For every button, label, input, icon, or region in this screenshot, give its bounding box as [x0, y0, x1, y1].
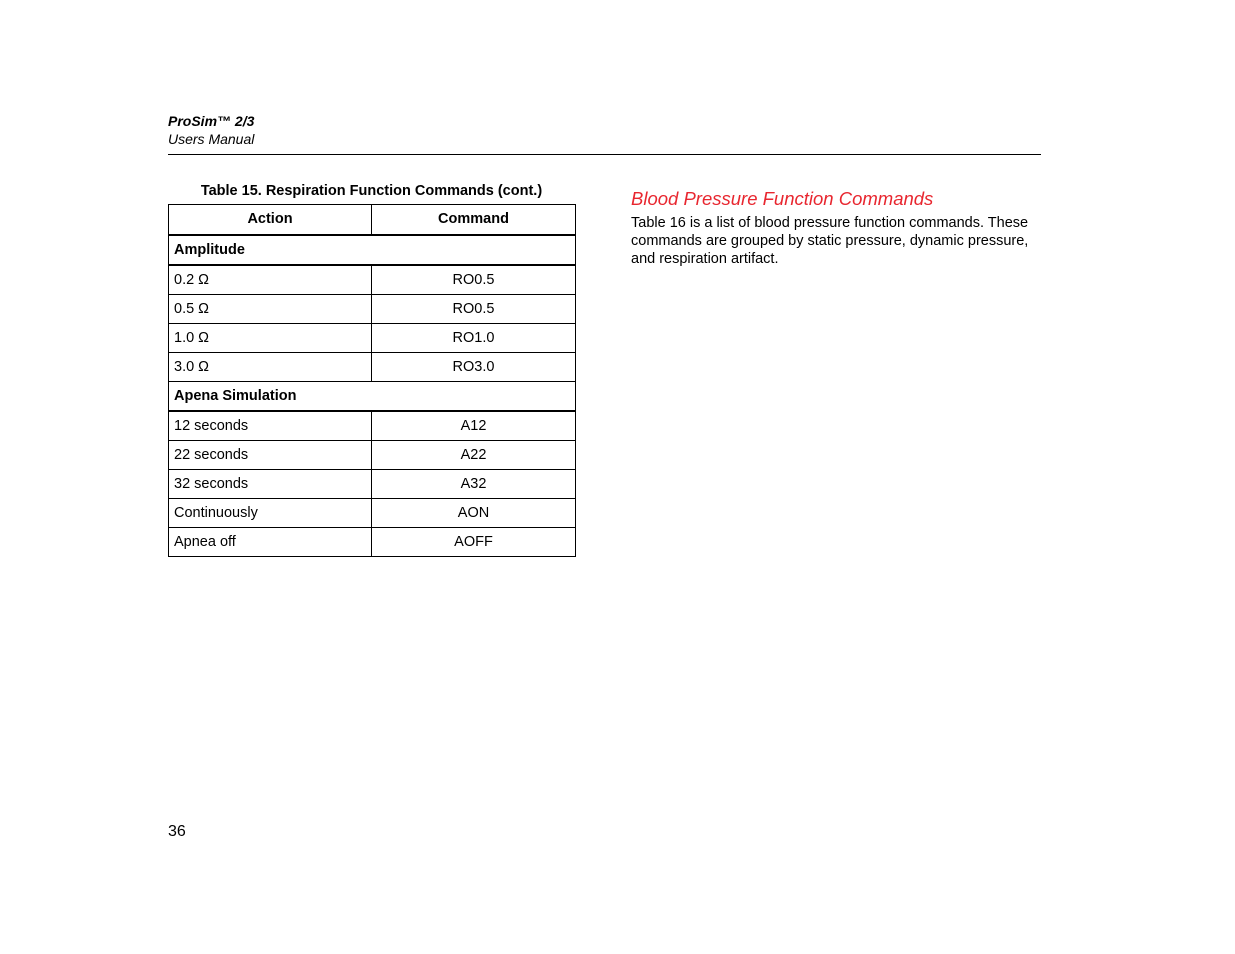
- table-row: [169, 265, 576, 295]
- action-cell: 0.2 Ω: [169, 265, 372, 295]
- command-cell: AON: [372, 499, 576, 528]
- manual-subtitle: Users Manual: [168, 131, 255, 147]
- manual-title: ProSim™ 2/3: [168, 113, 255, 129]
- table-row: [169, 324, 576, 353]
- command-cell: A22: [372, 441, 576, 470]
- command-cell: AOFF: [372, 528, 576, 557]
- action-cell: 12 seconds: [169, 411, 372, 441]
- command-cell: RO1.0: [372, 324, 576, 353]
- group-label-apnea-simulation: Apena Simulation: [169, 382, 576, 412]
- section-body-text: Table 16 is a list of blood pressure function commands. These commands are grouped by static pressure, dynamic pressure, and respiration artifact.: [631, 215, 1029, 267]
- header-divider: [168, 154, 1041, 155]
- action-cell: 3.0 Ω: [169, 353, 372, 382]
- table-row: [169, 411, 576, 441]
- action-cell: Continuously: [169, 499, 372, 528]
- column-header-command: Command: [372, 205, 576, 236]
- action-cell: 22 seconds: [169, 441, 372, 470]
- table-row: [169, 353, 576, 382]
- table-row: [169, 470, 576, 499]
- table-group-row: [169, 235, 576, 265]
- command-cell: RO0.5: [372, 265, 576, 295]
- table-group-row: [169, 382, 576, 412]
- table-row: [169, 295, 576, 324]
- table-row: [169, 528, 576, 557]
- command-cell: A12: [372, 411, 576, 441]
- action-cell: Apnea off: [169, 528, 372, 557]
- page-number: 36: [168, 823, 186, 840]
- respiration-commands-table: [168, 204, 576, 557]
- table-header-row: [169, 205, 576, 236]
- table-row: [169, 499, 576, 528]
- page-header: [168, 112, 1041, 148]
- command-cell: A32: [372, 470, 576, 499]
- table-caption: Table 15. Respiration Function Commands (cont.): [200, 183, 543, 199]
- column-header-action: Action: [169, 205, 372, 236]
- command-cell: RO3.0: [372, 353, 576, 382]
- action-cell: 1.0 Ω: [169, 324, 372, 353]
- section-heading: Blood Pressure Function Commands: [631, 188, 934, 209]
- group-label-amplitude: Amplitude: [169, 235, 576, 265]
- action-cell: 32 seconds: [169, 470, 372, 499]
- table-row: [169, 441, 576, 470]
- action-cell: 0.5 Ω: [169, 295, 372, 324]
- command-cell: RO0.5: [372, 295, 576, 324]
